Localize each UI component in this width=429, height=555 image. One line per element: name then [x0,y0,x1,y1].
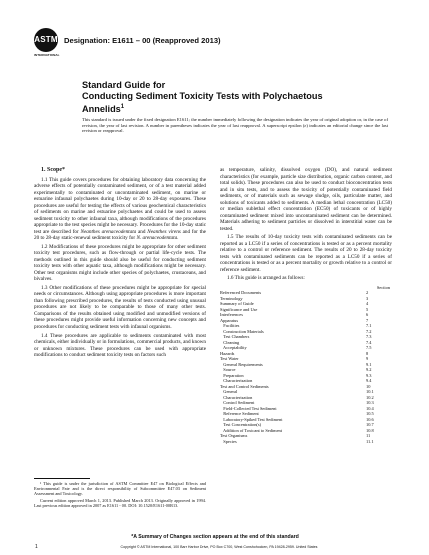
document-title [82,80,382,115]
toc-section-number: 10.3 [366,400,374,406]
toc-title: Test Organisms [220,433,248,439]
paragraph-1-1: 1.1 This guide covers procedures for obtaining laboratory data concerning the adverse effects of potentially contaminated sediment, or of a test material added experimentally to contaminated or uncontaminated sediment, on marine or estuarine infaunal polychaetes during 10-day or 20 to 28-day exposures. These procedures are useful for testing the effects of various geochemical characteristics of sediments on marine and estuarine polychaetes and could be used to assess sediment toxicity to other infaunal taxa, although modifications of the procedures appropriate to the test species might be necessary. Procedures for the 10-day static test are described for Neanthes arenaceodentata and Neanthes virens and for the 20 to 28-day static-renewal sediment toxicity for N. arenaceodentata. [34,176,206,241]
toc-row [220,439,392,445]
toc-section-number: 7 [366,317,369,323]
toc-title: Test Water [220,356,239,362]
species-name: Neanthes virens [147,228,181,235]
toc-title: Significance and Use [220,306,258,312]
species-name: Neanthes arenaceodentata [80,228,137,235]
toc-title: Test Concentration(s) [220,422,262,428]
toc-title: Preparation [220,372,244,378]
preamble: This standard is issued under the fixed designation E1611; the number immediately following the designation indicates the year of original adoption or, in the case of revision, the year of last revision. A number in parentheses indicates the year of last reapproval. A superscript epsilon (ε) indicates an editorial change since the last revision or reapproval. [82,117,388,134]
toc-section-number: 7.2 [366,328,372,334]
toc-section-number: 7.4 [366,339,372,345]
astm-seal-icon: ASTM [34,28,58,52]
toc-title: Reference Sediment [220,411,259,417]
toc-title: Construction Materials [220,328,264,334]
toc-title: Terminology [220,295,243,301]
toc-section-number: 8 [366,350,369,356]
title-footnote-ref: 1 [120,104,125,110]
toc-title: Characterization [220,394,253,400]
toc-header: Section [376,284,390,290]
copyright-line: Copyright © ASTM International, 100 Barr Harbor Drive, PO Box C700, West Conshohocken, PA 19428-2959. United States [120,545,318,549]
toc-section-number: 10.1 [366,389,374,395]
toc-title: Species [220,438,237,444]
paragraph-1-2: 1.2 Modifications of these procedures might be appropriate for other sediment toxicity test procedures, such as flow-through or partial life-cycle tests. The methods outlined in this guide should also be useful for conducting sediment toxicity tests with other aquatic taxa, although modifications might be necessary. Other test organisms might include other species of polychaetes, crustaceans, and bivalves. [34,243,206,283]
toc-title: Addition of Toxicant to Sediment [220,427,282,433]
toc-section-number: 9 [366,356,369,362]
toc-section-number: 7.5 [366,345,372,351]
toc-title: General Requirements [220,361,263,367]
astm-logo [34,28,58,64]
toc-section-number: 10 [366,383,371,389]
summary-of-changes-note: *A Summary of Changes section appears at the end of this standard [131,534,299,540]
toc-rows [220,290,392,444]
toc-title: Cleaning [220,339,240,345]
paragraph-1-4: 1.4 These procedures are applicable to sediments contaminated with most chemicals, either individually or in formulations, commercial products, and known or unknown mixtures. These procedures can be used with appropriate modifications to conduct sediment toxicity tests on factors such [34,332,207,359]
title-line-3: Annelids$^1$ [82,104,125,115]
title-line-2: Conducting Sediment Toxicity Tests with Polychaetous [82,91,323,101]
toc-title: Laboratory-Spiked Test Sediment [220,416,283,422]
toc-title: Hazards [220,350,235,356]
toc-title: General [220,389,238,395]
toc-section-number: 10.6 [366,416,374,422]
toc-section-number: 3 [366,295,369,301]
toc-section-number: 10.8 [366,427,374,433]
toc-title: Field-Collected Test Sediment [220,405,277,411]
footnotes [34,481,206,510]
toc-title: Test Chambers [220,334,250,340]
toc-section-number: 5 [366,306,369,312]
toc-section-number: 9.1 [366,361,372,367]
section-heading-scope: 1. Scope* [41,167,65,173]
toc-section-number: 11 [366,433,371,439]
right-column [220,167,392,444]
toc-title: Test and Control Sediments [220,383,269,389]
toc-title: Acceptability [220,345,247,351]
species-name: N. arenaceodentata [136,235,178,241]
toc-title: Interferences [220,312,243,318]
toc-section-number: 7.1 [366,323,372,329]
left-column [34,167,206,361]
paragraph-1-6: 1.6 This guide is arranged as follows: [227,275,305,282]
footnote-1: ¹ This guide is under the jurisdiction of ASTM Committee E47 on Biological Effects and Environmental Fate and is the direct responsibility of Subcommittee E47.03 on Sediment Assessment and Toxicology. [34,481,206,497]
toc-section-number: 9.4 [366,378,372,384]
toc-title: Characterization [220,378,253,384]
toc-title: Facilities [220,323,240,329]
toc-title: Referenced Documents [220,290,262,296]
toc-title: Apparatus [220,317,239,323]
page-number: 1 [35,544,38,550]
toc-title: Control Sediment [220,400,255,406]
toc-title: Source [220,367,236,373]
toc-section-number: 11.1 [366,438,374,444]
logo-subtitle: INTERNATIONAL [34,53,60,57]
designation: Designation: E1611 – 00 (Reapproved 2013) [64,36,221,45]
toc-section-number: 6 [366,312,369,318]
paragraph-1-5: 1.5 The results of 10-day toxicity tests with contaminated sediments can be reported as a LC50 if a series of concentrations is tested or as a percent mortality relative to a control or reference sediment. The results of 20 to 28-day toxicity tests with contaminated sediments can be reported as a LC50 if a series of concentrations is tested or as a percent mortality or growth relative to a control or reference sediment. [220,234,392,273]
toc-section-number: 4 [366,301,369,307]
toc-section-number: 9.2 [366,367,372,373]
toc-section-number: 2 [366,290,369,296]
toc-title: Summary of Guide [220,301,254,307]
footnote-2: Current edition approved March 1, 2013. Published March 2013. Originally approved in 1994. Last previous edition approved in 2007 as E1611 - 00. DOI: 10.1520/E1611-00R13. [34,498,206,509]
toc-section-number: 10.5 [366,411,374,417]
paragraph-1-3: 1.3 Other modifications of these procedures might be appropriate for special needs or circumstances. Although using appropriate procedures is more important than following prescribed procedures, the results of tests conducted using unusual procedures are not likely to be comparable to those of many other tests. Comparisons of the results obtained using modified and unmodified versions of these procedures might provide useful information concerning new concepts and procedures for conducting sediment tests with infaunal organisms. [34,284,206,330]
toc-section-number: 7.3 [366,334,372,340]
arrangement-table [220,285,392,445]
toc-section-number: 9.3 [366,372,372,378]
toc-section-number: 10.2 [366,394,374,400]
title-line-1: Standard Guide for [82,80,166,90]
toc-section-number: 10.7 [366,422,374,428]
page-header [34,28,404,64]
paragraph-1-4-continued: as temperature, salinity, dissolved oxygen (DO), and natural sediment characteristics (for example, particle size distribution, organic carbon content, and total solids). These procedures can also be used to conduct bioconcentration tests and in situ tests, and to assess the toxicity of potentially contaminated field sediments, or of materials such as sewage sludge, oils, particulate matter, and solutions of toxicants added to sediments. A median lethal concentration (LC50) or median sublethal effect concentration (EC50) of toxicants or of highly contaminated sediment mixed into uncontaminated sediment can be determined. Materials adhering to sediment particles or dissolved in interstitial water can be tested. [220,167,392,232]
toc-section-number: 10.4 [366,405,374,411]
footnote-rule [34,478,90,479]
